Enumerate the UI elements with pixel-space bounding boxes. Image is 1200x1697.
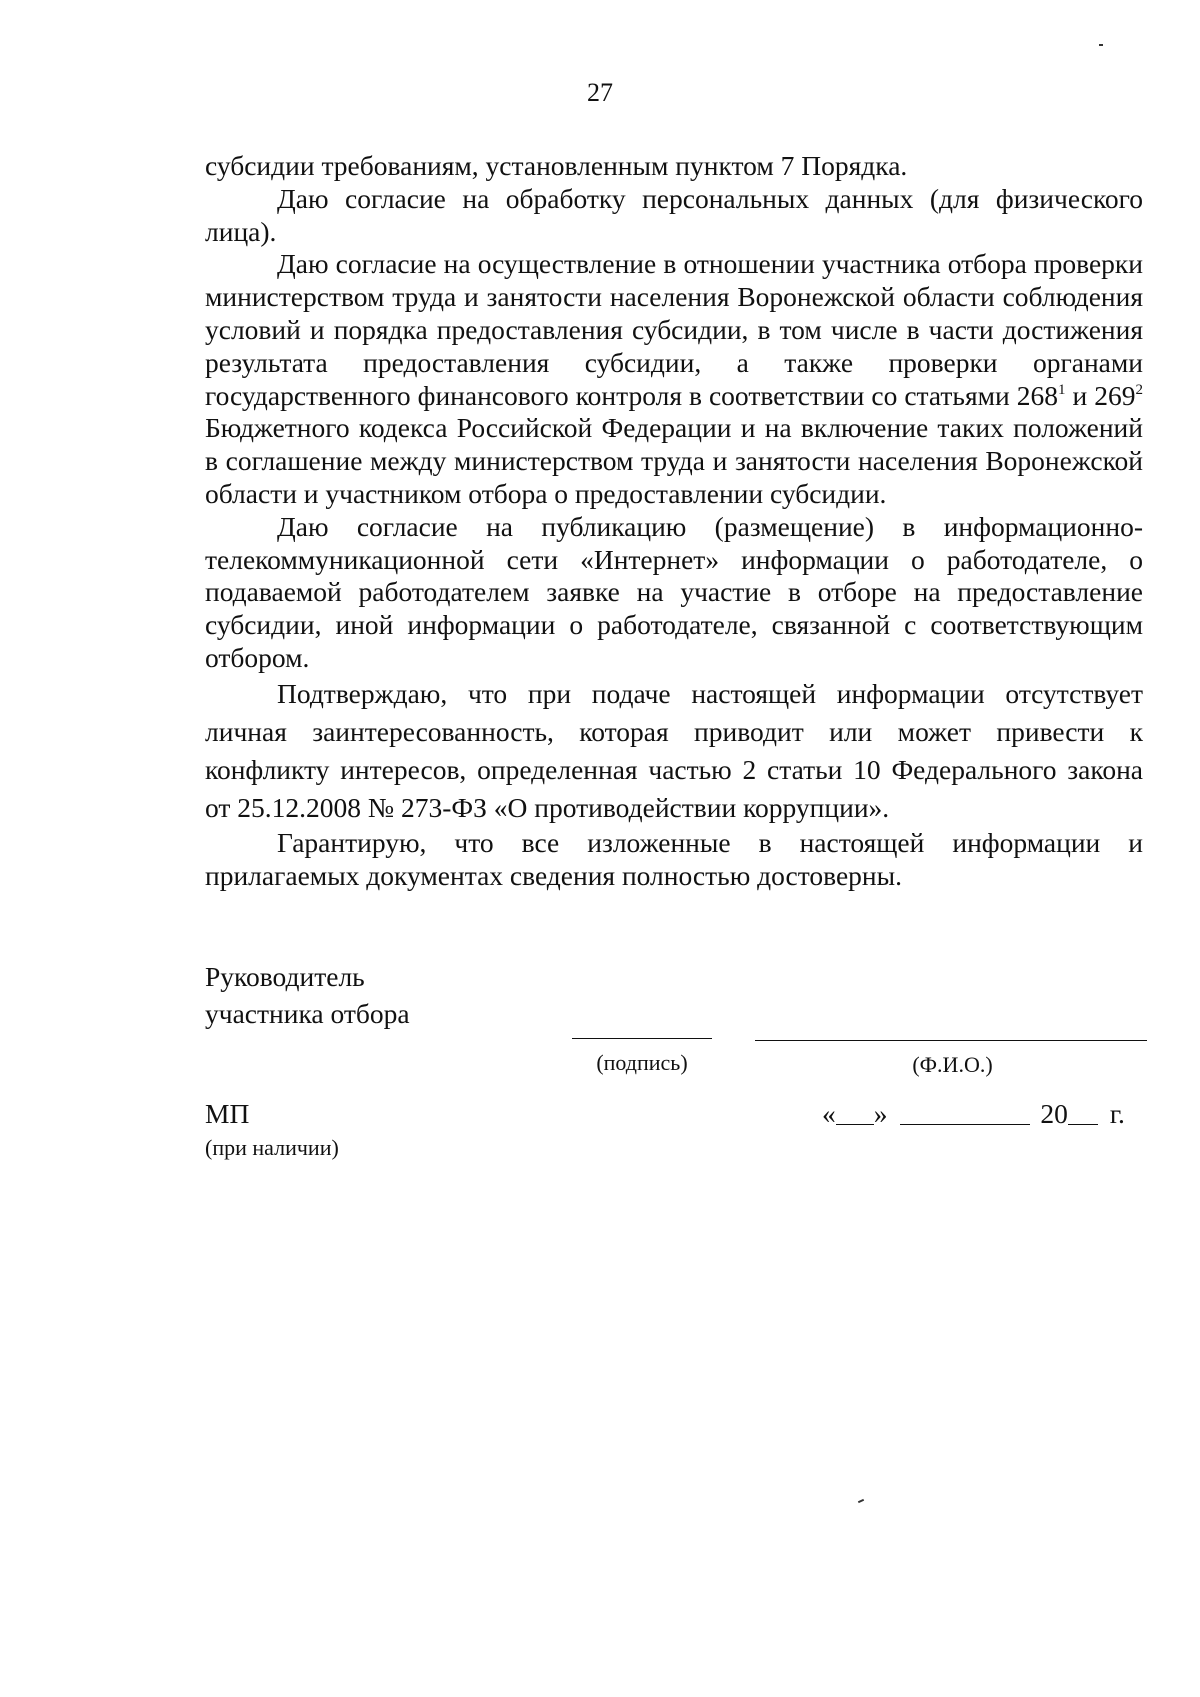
paragraph-personal-data-consent: Даю согласие на обработку персональных данных (для физического лица).: [205, 182, 1143, 247]
name-caption: (Ф.И.О.): [912, 1052, 993, 1077]
year-suffix: г.: [1109, 1098, 1125, 1129]
paragraph-guarantee: Гарантирую, что все изложенные в настоящей информации и прилагаемых документах сведения полностью достоверны.: [205, 826, 1143, 891]
signatory-title-line1: Руководитель: [205, 961, 365, 992]
signatory-title: [205, 958, 410, 1032]
stamp-note: (при наличии): [205, 1135, 339, 1160]
year-prefix: 20: [1040, 1098, 1068, 1129]
paragraph-continuation: субсидии требованиям, установленным пунктом 7 Порядка.: [205, 150, 908, 181]
paragraph-publication-consent: Даю согласие на публикацию (размещение) в информационно-телекоммуникационной сети «Интернет» информации о работодателе, о подаваемой работодателем заявке на участие в отборе на предоставление субсидии, иной информации о работодателе, связанной с соответствующим отбором.: [205, 510, 1143, 673]
scan-speck: [1099, 44, 1103, 46]
paragraph-inspection-consent: [205, 248, 1143, 510]
signature-line: [572, 1038, 712, 1039]
scan-speck: [858, 1499, 864, 1503]
paragraph-text: Бюджетного кодекса Российской Федерации и на включение таких положений в соглашение между министерством труда и занятости населения Воронежской области и участником отбора о предоставлении субсидии.: [205, 412, 1143, 509]
paragraph-text: и 269: [1065, 379, 1136, 411]
paragraph-conflict-of-interest: Подтверждаю, что при подаче настоящей информации отсутствует личная заинтересованность, которая приводит или может привести к конфликту интересов, определенная частью 2 статьи 10 Федерального закона от 25.12.2008 № 273-ФЗ «О противодействии коррупции».: [205, 677, 1143, 823]
signatory-title-line2: участника отбора: [205, 998, 410, 1029]
name-line: [755, 1040, 1147, 1041]
signature-caption: (подпись): [596, 1050, 688, 1075]
superscript: 2: [1135, 381, 1143, 398]
date-open-quote: «: [822, 1098, 836, 1129]
page-number: 27: [587, 78, 613, 107]
month-blank: [900, 1100, 1030, 1125]
superscript: 1: [1058, 381, 1066, 398]
date-close-quote: »: [873, 1098, 888, 1129]
day-blank: [836, 1100, 874, 1125]
document-body: [205, 150, 1143, 892]
year-blank: [1068, 1100, 1098, 1125]
paragraph-text: Даю согласие на осуществление в отношении участника отбора проверки министерством труда и занятости населения Воронежской области соблюдения условий и порядка предоставления субсидии, в том числе в части достижения результата предоставления субсидии, а также проверки органами государственного финансового контроля в соответствии со статьями 268: [205, 248, 1143, 411]
stamp-label: МП: [205, 1098, 250, 1129]
date-field: [822, 1098, 1125, 1130]
